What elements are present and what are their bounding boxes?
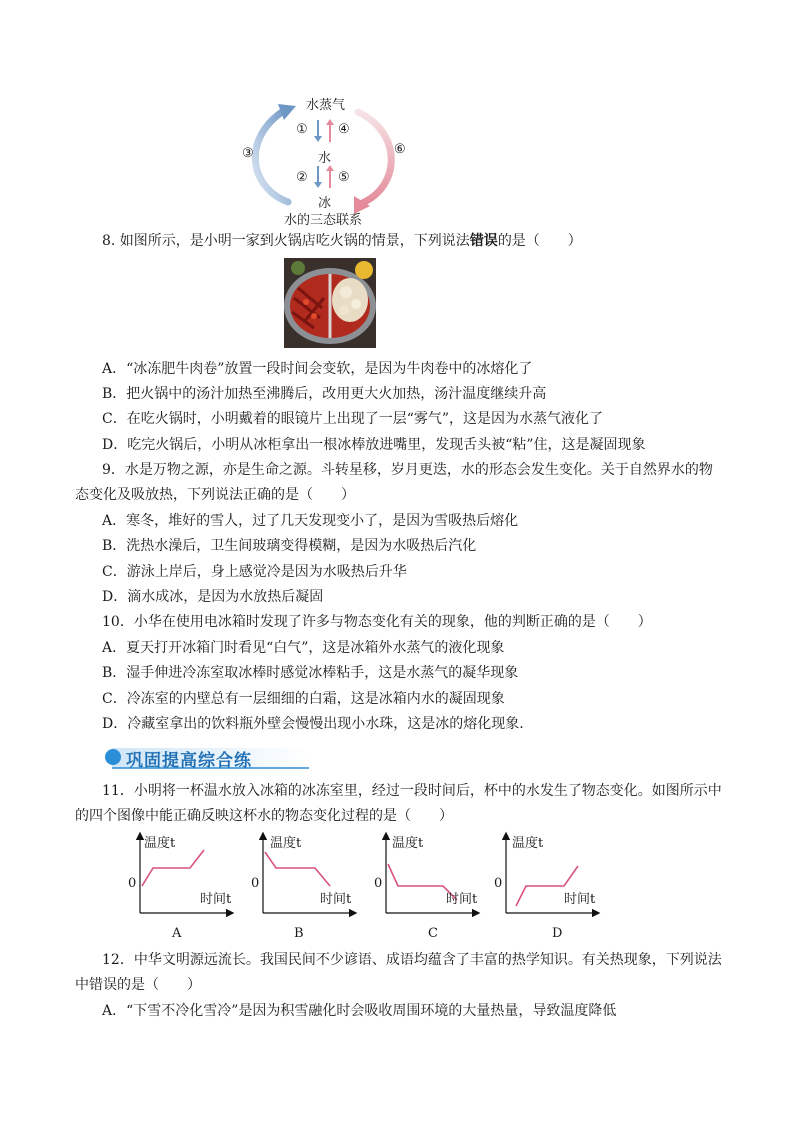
q12-option-a: A．“下雪不冷化雪冷”是因为积雪融化时会吸收周围环境的大量热量，导致温度降低 — [102, 1003, 617, 1019]
vapor-label: 水蒸气 — [306, 98, 346, 113]
section-banner — [104, 744, 309, 770]
graph-a-origin: 0 — [128, 876, 137, 891]
graph-b-origin: 0 — [251, 876, 260, 891]
graph-a-ylabel: 温度t — [144, 836, 176, 851]
graph-d-letter: D — [552, 926, 563, 941]
q12-stem-line1: 12．中华文明源远流长。我国民间不少谚语、成语均蕴含了丰富的热学知识。有关热现象，下列说法 — [102, 952, 722, 968]
graph-c-ylabel: 温度t — [392, 836, 424, 851]
diagram-caption: 水的三态联系 — [284, 213, 363, 228]
graph-d-xlabel: 时间t — [564, 892, 596, 907]
q9-option-c: C．游泳上岸后，身上感觉冷是因为水吸热后升华 — [102, 564, 407, 580]
q10-option-b: B．湿手伸进冷冻室取冰棒时感觉冰棒粘手，这是水蒸气的凝华现象 — [102, 665, 519, 681]
water-label: 水 — [318, 151, 332, 166]
q8-stem: 8. 如图所示，是小明一家到火锅店吃火锅的情景，下列说法错误的是（ ） — [102, 233, 582, 249]
q10-option-a: A．夏天打开冰箱门时看见“白气”，这是冰箱外水蒸气的液化现象 — [102, 640, 505, 656]
marker-4: ④ — [338, 122, 350, 137]
q10-stem: 10．小华在使用电冰箱时发现了许多与物态变化有关的现象，他的判断正确的是（ ） — [102, 614, 652, 630]
q10-option-c: C．冷冻室的内壁总有一层细细的白霜，这是冰箱内水的凝固现象 — [102, 691, 505, 707]
marker-2: ② — [296, 170, 308, 185]
q8-option-b: B．把火锅中的汤汁加热至沸腾后，改用更大火加热，汤汁温度继续升高 — [102, 386, 547, 402]
graph-d-ylabel: 温度t — [512, 836, 544, 851]
q11-stem-line2: 的四个图像中能正确反映这杯水的物态变化过程的是（ ） — [75, 808, 453, 824]
q9-option-a: A．寒冬，堆好的雪人，过了几天发现变小了，是因为雪吸热后熔化 — [102, 513, 519, 529]
graph-b-ylabel: 温度t — [270, 836, 302, 851]
q8-option-a: A．“冰冻肥牛肉卷”放置一段时间会变软，是因为牛肉卷中的冰熔化了 — [102, 361, 533, 377]
q11-stem-line1: 11．小明将一杯温水放入冰箱的冰冻室里，经过一段时间后，杯中的水发生了物态变化。如图所示中 — [102, 783, 722, 799]
q9-stem-line2: 态变化及吸放热，下列说法正确的是（ ） — [75, 487, 355, 503]
section-bullet-icon — [105, 749, 121, 765]
hotpot-photo — [284, 258, 376, 348]
graph-c-xlabel: 时间t — [446, 892, 478, 907]
q10-option-d: D．冷藏室拿出的饮料瓶外壁会慢慢出现小水珠，这是冰的熔化现象. — [102, 716, 524, 732]
q8-emphasis: 错误 — [469, 233, 498, 249]
q8-option-c: C．在吃火锅时，小明戴着的眼镜片上出现了一层“雾气”，这是因为水蒸气液化了 — [102, 411, 604, 427]
graph-a-xlabel: 时间t — [200, 892, 232, 907]
water-state-diagram — [230, 92, 420, 227]
graph-d-origin: 0 — [494, 876, 503, 891]
marker-6: ⑥ — [394, 142, 406, 157]
q9-option-d: D．滴水成冰，是因为水放热后凝固 — [102, 589, 324, 605]
graph-a-letter: A — [172, 926, 182, 941]
q11-graphs — [120, 828, 620, 946]
graph-c-origin: 0 — [374, 876, 383, 891]
marker-3: ③ — [242, 146, 254, 161]
marker-5: ⑤ — [338, 170, 350, 185]
ice-label: 冰 — [318, 196, 332, 211]
q8-option-d: D．吃完火锅后，小明从冰柜拿出一根冰棒放进嘴里，发现舌头被“粘”住，这是凝固现象 — [102, 437, 646, 453]
section-title: 巩固提高综合练 — [126, 751, 252, 771]
q9-option-b: B．洗热水澡后，卫生间玻璃变得模糊，是因为水吸热后汽化 — [102, 538, 477, 554]
q12-stem-line2: 中错误的是（ ） — [75, 977, 201, 993]
graph-c-letter: C — [428, 926, 438, 941]
marker-1: ① — [296, 122, 308, 137]
q9-stem-line1: 9．水是万物之源，亦是生命之源。斗转星移，岁月更迭，水的形态会发生变化。关于自然界水的物 — [102, 462, 713, 478]
graph-b-letter: B — [294, 926, 304, 941]
graph-b-xlabel: 时间t — [320, 892, 352, 907]
